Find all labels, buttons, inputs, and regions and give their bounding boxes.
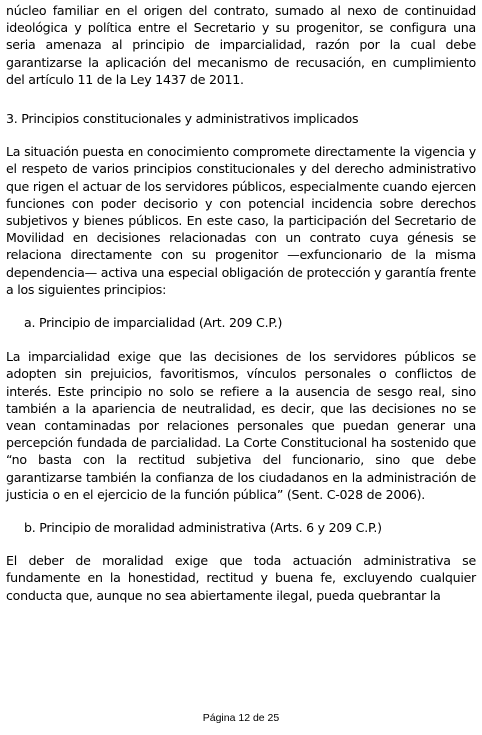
paragraph-morality: El deber de moralidad exige que toda actuación administrativa se fundamente en la honestidad, rectitud y buena fe, excluyendo cualquier conducta que, aunque no sea abiertamente ilegal, pueda quebrantar la: [6, 553, 476, 603]
page-number: Página 12 de 25: [202, 712, 280, 724]
section-heading: 3. Principios constitucionales y administrativos implicados: [6, 111, 359, 127]
paragraph-principles-intro: La situación puesta en conocimiento compromete directamente la vigencia y el respeto de varios principios constitucionales y del derecho administrativo que rigen el actuar de los servidores públicos, especialmente cuando ejercen funciones con poder decisorio y con potencial incidencia sobre derechos subjetivos y bienes públicos. En este caso, la participación del Secretario de Movilidad en decisiones relacionadas con un contrato cuya génesis se relaciona directamente con su progenitor —exfuncionario de la misma dependencia— activa una especial obligación de protección y garantía frente a los siguientes principios:: [6, 144, 476, 297]
document-page: [6, 0, 476, 604]
paragraph-continuation: núcleo familiar en el origen del contrato, sumado al nexo de continuidad ideológica y política entre el Secretario y su progenitor, se configura una seria amenaza al principio de imparcialidad, razón por la cual debe garantizarse la aplicación del mecanismo de recusación, en cumplimiento del artículo 11 de la Ley 1437 de 2011.: [6, 3, 476, 87]
subheading-morality: b. Principio de moralidad administrativa (Arts. 6 y 209 C.P.): [24, 520, 382, 536]
subheading-impartiality: a. Principio de imparcialidad (Art. 209 C.P.): [24, 315, 283, 331]
paragraph-impartiality: La imparcialidad exige que las decisiones de los servidores públicos se adopten sin prejuicios, favoritismos, vínculos personales o conflictos de interés. Este principio no solo se refiere a la ausencia de sesgo real, sino también a la apariencia de neutralidad, es decir, que las decisiones no se vean contaminadas por relaciones personales que puedan generar una percepción fundada de parcialidad. La Corte Constitucional ha sostenido que “no basta con la rectitud subjetiva del funcionario, sino que debe garantizarse también la confianza de los ciudadanos en la administración de justicia o en el ejercicio de la función pública” (Sent. C-028 de 2006).: [6, 349, 476, 502]
